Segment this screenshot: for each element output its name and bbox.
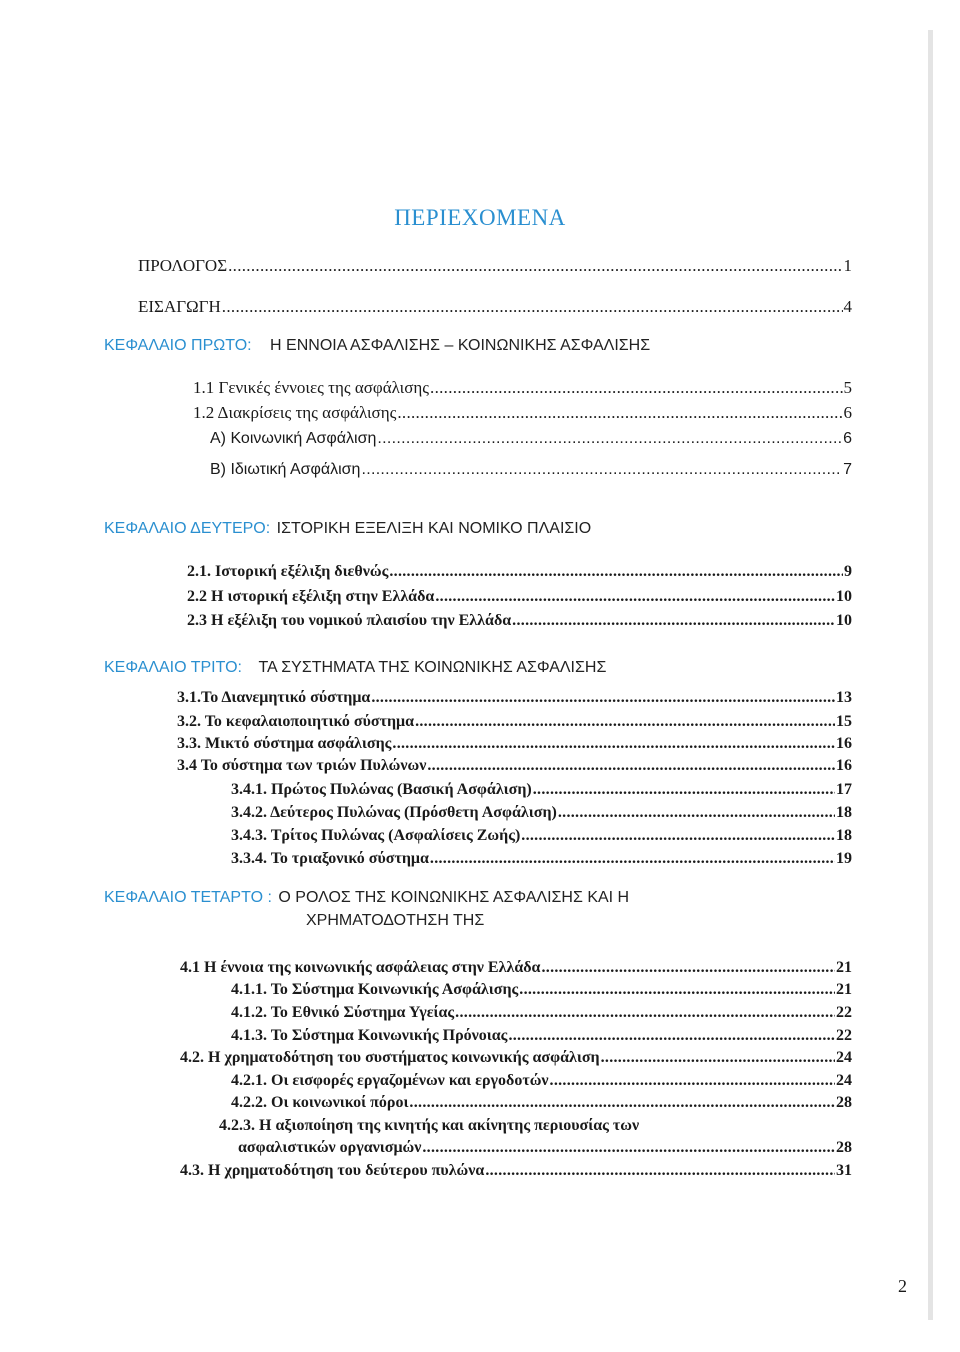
page-title: ΠΕΡΙΕΧΟΜΕΝΑ: [394, 205, 566, 230]
toc-entry: [231, 1027, 852, 1045]
toc-entry-label: ΠΡΟΛΟΓΟΣ: [138, 256, 228, 275]
toc-entry-page: 9: [844, 563, 852, 580]
toc-entry-label: 4.1.1. Το Σύστημα Κοινωνικής Ασφάλισης: [231, 981, 519, 998]
toc-entry: [210, 430, 852, 448]
toc-entry-page: 22: [836, 1004, 852, 1021]
chapter-heading: [104, 520, 591, 538]
chapter-title: ΙΣΤΟΡΙΚΗ ΕΞΕΛΙΞΗ ΚΑΙ ΝΟΜΙΚΟ ΠΛΑΙΣΙΟ: [276, 520, 592, 537]
chapter-title: ΤΑ ΣΥΣΤΗΜΑΤΑ ΤΗΣ ΚΟΙΝΩΝΙΚΗΣ ΑΣΦΑΛΙΣΗΣ: [258, 659, 607, 676]
toc-entry: [231, 804, 852, 822]
toc-entry: [187, 612, 852, 630]
chapter-title-line2: ΧΡΗΜΑΤΟΔΟΤΗΣΗ ΤΗΣ: [306, 912, 485, 929]
toc-entry-page: 24: [836, 1049, 852, 1066]
toc-entry-label: ΕΙΣΑΓΩΓΗ: [138, 297, 221, 316]
toc-entry: [187, 563, 852, 581]
toc-entry-first-line: [219, 1117, 639, 1135]
toc-entry: [177, 757, 852, 775]
toc-entry-page: 7: [843, 461, 852, 478]
toc-entry-label: 3.4.2. Δεύτερος Πυλώνας (Πρόσθετη Ασφάλιση): [231, 804, 557, 821]
toc-entry-label: 3.3.4. Το τριαξονικό σύστημα: [231, 850, 429, 867]
toc-entry-label: 4.2.2. Οι κοινωνικοί πόροι: [231, 1094, 409, 1111]
toc-entry: [180, 959, 852, 977]
toc-entry: [231, 850, 852, 868]
toc-entry-label: Β) Ιδιωτική Ασφάλιση: [210, 461, 361, 478]
toc-entry: [138, 256, 852, 276]
toc-entry-page: 18: [836, 804, 852, 821]
toc-entry-page: 16: [836, 735, 852, 752]
toc-entry-page: 1: [843, 256, 852, 275]
toc-entry-label: ασφαλιστικών οργανισμών: [238, 1139, 422, 1156]
toc-entry: [187, 588, 852, 606]
chapter-title-line1: Ο ΡΟΛΟΣ ΤΗΣ ΚΟΙΝΩΝΙΚΗΣ ΑΣΦΑΛΙΣΗΣ ΚΑΙ Η: [278, 889, 630, 906]
toc-entry-label: 2.3 Η εξέλιξη του νομικού πλαισίου την Ελλάδα: [187, 612, 512, 629]
chapter-title: Η ΕΝΝΟΙΑ ΑΣΦΑΛΙΣΗΣ – ΚΟΙΝΩΝΙΚΗΣ ΑΣΦΑΛΙΣΗΣ: [270, 337, 651, 354]
toc-entry-page: 28: [836, 1094, 852, 1111]
toc-entry: [238, 1139, 852, 1157]
toc-entry-label: 3.4.3. Τρίτος Πυλώνας (Ασφαλίσεις Ζωής): [231, 827, 521, 844]
chapter-key: ΚΕΦΑΛΑΙΟ ΠΡΩΤΟ:: [104, 337, 252, 354]
chapter-heading: [104, 889, 629, 907]
toc-entry-page: 5: [843, 378, 852, 397]
toc-entry-label: 4.2.1. Οι εισφορές εργαζομένων και εργοδοτών: [231, 1072, 549, 1089]
toc-entry: [231, 781, 852, 799]
toc-entry-label: 4.2.3. Η αξιοποίηση της κινητής και ακίνητης περιουσίας των: [219, 1117, 640, 1134]
toc-entry-page: 4: [843, 297, 852, 316]
chapter-heading: [104, 659, 606, 677]
toc-entry-page: 16: [836, 757, 852, 774]
toc-entry: [177, 713, 852, 731]
toc-entry-label: 4.1.3. Το Σύστημα Κοινωνικής Πρόνοιας: [231, 1027, 508, 1044]
toc-entry-page: 15: [836, 713, 852, 730]
toc-entry: [138, 297, 852, 317]
toc-entry-label: 2.1. Ιστορική εξέλιξη διεθνώς: [187, 563, 389, 580]
toc-entry: [177, 735, 852, 753]
toc-entry-label: 4.1.2. Το Εθνικό Σύστημα Υγείας: [231, 1004, 455, 1021]
toc-entry: [210, 461, 852, 479]
toc-entry-page: 6: [843, 430, 852, 447]
toc-entry-label: 3.2. Το κεφαλαιοποιητικό σύστημα: [177, 713, 415, 730]
toc-entry-label: 4.1 Η έννοια της κοινωνικής ασφάλειας στην Ελλάδα: [180, 959, 541, 976]
toc-entry-label: 4.3. Η χρηματοδότηση του δεύτερου πυλώνα: [180, 1162, 485, 1179]
toc-entry-label: 3.3. Μικτό σύστημα ασφάλισης: [177, 735, 392, 752]
toc-entry-label: 3.1.Το Διανεμητικό σύστημα: [177, 689, 371, 706]
toc-entry-page: 28: [836, 1139, 852, 1156]
chapter-heading: [104, 337, 650, 355]
page-number: 2: [898, 1276, 907, 1296]
toc-entry-page: 19: [836, 850, 852, 867]
toc-entry-label: Α) Κοινωνική Ασφάλιση: [210, 430, 377, 447]
toc-entry-page: 24: [836, 1072, 852, 1089]
toc-entry: [193, 378, 852, 398]
toc-entry-page: 17: [836, 781, 852, 798]
toc-entry: [193, 403, 852, 423]
toc-entry: [231, 981, 852, 999]
toc-entry-page: 10: [836, 612, 852, 629]
toc-entry-page: 21: [836, 981, 852, 998]
chapter-key: ΚΕΦΑΛΑΙΟ ΤΕΤΑΡΤΟ :: [104, 889, 272, 906]
toc-entry: [231, 1004, 852, 1022]
toc-entry-label: 1.1 Γενικές έννοιες της ασφάλισης: [193, 378, 430, 397]
toc-entry-page: 13: [836, 689, 852, 706]
toc-entry-page: 22: [836, 1027, 852, 1044]
toc-entry-label: 4.2. Η χρηματοδότηση του συστήματος κοινωνικής ασφάλιση: [180, 1049, 600, 1066]
toc-entry: [180, 1162, 852, 1180]
toc-entry: [231, 1072, 852, 1090]
toc-entry: [231, 1094, 852, 1112]
toc-entry-page: 21: [836, 959, 852, 976]
toc-entry-page: 31: [836, 1162, 852, 1179]
toc-entry-label: 3.4 Το σύστημα των τριών Πυλώνων: [177, 757, 427, 774]
chapter-key: ΚΕΦΑΛΑΙΟ ΔΕΥΤΕΡΟ:: [104, 520, 271, 537]
toc-entry-page: 10: [836, 588, 852, 605]
chapter-key: ΚΕΦΑΛΑΙΟ ΤΡΙΤΟ:: [104, 659, 242, 676]
toc-entry: [231, 827, 852, 845]
toc-entry-page: 18: [836, 827, 852, 844]
chapter-heading-cont: [306, 912, 484, 930]
toc-entry-label: 2.2 Η ιστορική εξέλιξη στην Ελλάδα: [187, 588, 435, 605]
toc-entry-label: 3.4.1. Πρώτος Πυλώνας (Βασική Ασφάλιση): [231, 781, 532, 798]
toc-entry: [177, 689, 852, 707]
toc-entry-label: 1.2 Διακρίσεις της ασφάλισης: [193, 403, 397, 422]
toc-entry-page: 6: [843, 403, 852, 422]
toc-entry: [180, 1049, 852, 1067]
